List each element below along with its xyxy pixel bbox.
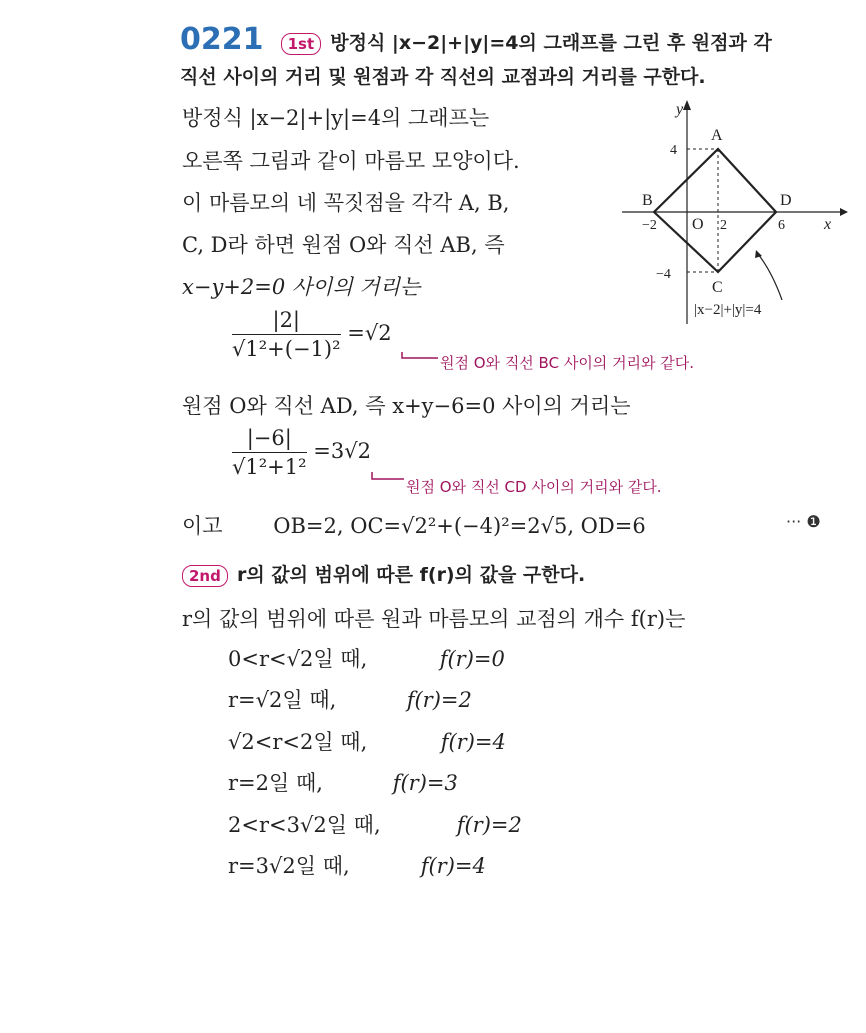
- note-2-arrow: [370, 470, 406, 486]
- vertex-d-label: D: [780, 192, 792, 209]
- case-6: [228, 850, 486, 880]
- tick-2: 2: [720, 218, 727, 233]
- step-1-badge: 1st: [281, 33, 322, 55]
- case-5-value: f(r)=2: [456, 813, 522, 837]
- problem-header: [180, 22, 772, 57]
- fraction-2-numerator: |−6|: [232, 426, 307, 453]
- case-1-condition: 0<r<√2일 때,: [228, 647, 368, 671]
- text-line-5: x−y+2=0 사이의 거리는: [182, 275, 421, 299]
- distance-ad-formula: [232, 426, 371, 479]
- text-line-3: 이 마름모의 네 꼭짓점을 각각 A, B,: [182, 191, 510, 215]
- step-2-title: r의 값의 범위에 따른 f(r)의 값을 구한다.: [236, 564, 586, 586]
- tick-minus-2: −2: [642, 218, 657, 233]
- vertex-b-label: B: [642, 192, 653, 209]
- case-4: [228, 767, 458, 797]
- case-4-value: f(r)=3: [392, 771, 458, 795]
- vertex-a-label: A: [711, 127, 723, 144]
- distance-ab-formula: [232, 308, 392, 361]
- case-6-condition: r=3√2일 때,: [228, 854, 350, 878]
- case-4-condition: r=2일 때,: [228, 771, 323, 795]
- pointer-head: [755, 250, 762, 258]
- fraction-1-numerator: |2|: [232, 308, 341, 335]
- case-3: [228, 726, 506, 756]
- case-3-value: f(r)=4: [440, 730, 506, 754]
- case-3-condition: √2<r<2일 때,: [228, 730, 368, 754]
- step-1-title-line1: 방정식 |x−2|+|y|=4의 그래프를 그린 후 원점과 각: [330, 32, 772, 54]
- problem-number: 0221: [180, 22, 264, 57]
- tick-minus-4: −4: [656, 267, 671, 282]
- tick-6: 6: [778, 218, 785, 233]
- x-axis-label: x: [824, 216, 832, 233]
- x-axis-arrow: [840, 208, 848, 216]
- text-line-6: 원점 O와 직선 AD, 즉 x+y−6=0 사이의 거리는: [182, 394, 631, 418]
- fraction-1-result: =√2: [347, 321, 392, 345]
- case-5: [228, 809, 522, 839]
- text-line-1: 방정식 |x−2|+|y|=4의 그래프는: [182, 106, 490, 130]
- origin-label: O: [692, 216, 704, 233]
- case-6-value: f(r)=4: [420, 854, 486, 878]
- step-2-header: [182, 560, 585, 587]
- case-2-value: f(r)=2: [406, 688, 472, 712]
- note-1: 원점 O와 직선 BC 사이의 거리와 같다.: [440, 354, 695, 372]
- rhombus-graph: [612, 92, 852, 332]
- note-1-arrow: [400, 350, 440, 366]
- case-1: [228, 643, 505, 673]
- step-2-badge: 2nd: [182, 565, 228, 587]
- y-axis-label: y: [676, 101, 684, 118]
- step-1-title-line2: 직선 사이의 거리 및 원점과 각 직선의 교점과의 거리를 구한다.: [180, 66, 706, 88]
- case-1-value: f(r)=0: [439, 647, 505, 671]
- case-2-condition: r=√2일 때,: [228, 688, 337, 712]
- fraction-2-denominator: √1²+1²: [232, 455, 307, 479]
- vertex-c-label: C: [712, 279, 723, 296]
- reference-marker-1: ··· ❶: [786, 512, 821, 531]
- text-line-2: 오른쪽 그림과 같이 마름모 모양이다.: [182, 149, 520, 173]
- segment-distances: OB=2, OC=√2²+(−4)²=2√5, OD=6: [273, 514, 646, 538]
- text-line-4: C, D라 하면 원점 O와 직선 AB, 즉: [182, 233, 505, 257]
- note-2: 원점 O와 직선 CD 사이의 거리와 같다.: [406, 478, 662, 496]
- equation-pointer: [758, 254, 782, 300]
- case-2: [228, 684, 472, 714]
- fraction-2-result: =3√2: [313, 439, 371, 463]
- y-axis-arrow: [683, 100, 691, 110]
- text-line-7-prefix: 이고: [182, 514, 223, 538]
- text-line-7: [182, 510, 646, 540]
- step-2-intro: r의 값의 범위에 따른 원과 마름모의 교점의 개수 f(r)는: [182, 607, 686, 631]
- tick-4: 4: [670, 143, 677, 158]
- fraction-1-denominator: √1²+(−1)²: [232, 337, 341, 361]
- case-5-condition: 2<r<3√2일 때,: [228, 813, 381, 837]
- graph-equation-label: |x−2|+|y|=4: [694, 302, 762, 318]
